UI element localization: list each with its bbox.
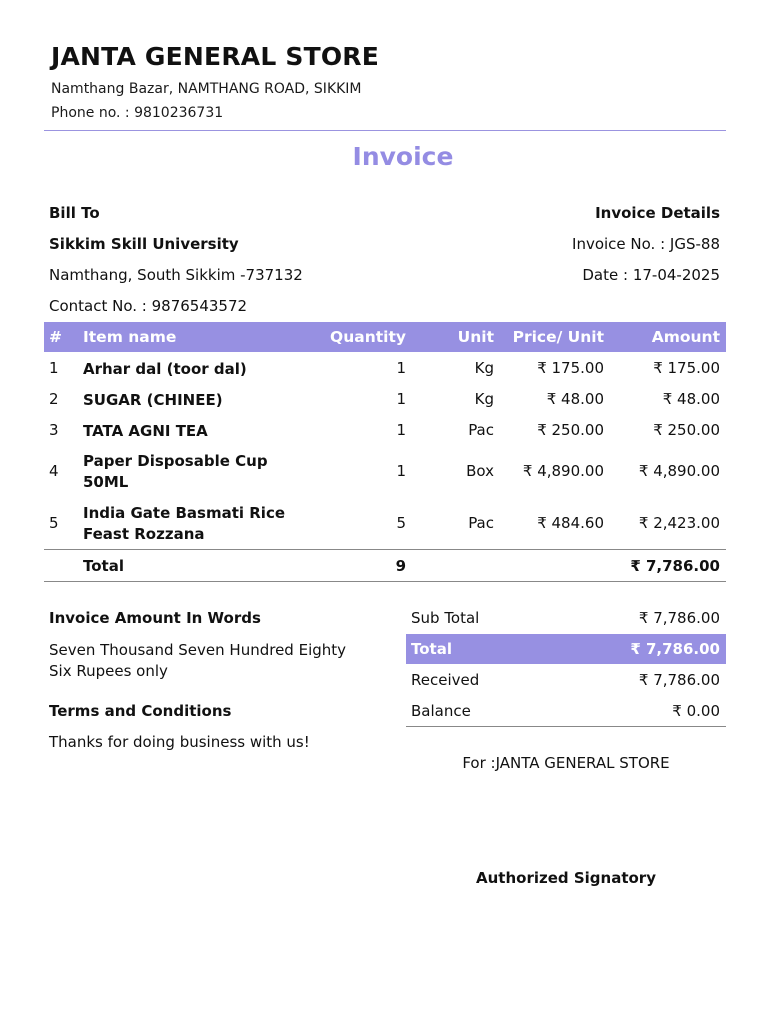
bill-to-name: Sikkim Skill University — [49, 235, 239, 253]
row-item-name: TATA AGNI TEA — [83, 422, 208, 440]
invoice-number: Invoice No. : JGS-88 — [572, 235, 720, 253]
balance-value: ₹ 0.00 — [672, 702, 720, 720]
row-item-name: Paper Disposable Cup 50ML — [83, 452, 268, 491]
row-quantity: 1 — [396, 359, 406, 377]
row-item-name: SUGAR (CHINEE) — [83, 391, 223, 409]
sub-total-row — [406, 603, 726, 633]
bill-to-label: Bill To — [49, 204, 100, 222]
total-label: Total — [83, 557, 124, 575]
for-store-text: For :JANTA GENERAL STORE — [462, 754, 670, 772]
row-unit: Kg — [474, 359, 494, 377]
row-amount: ₹ 4,890.00 — [638, 462, 720, 480]
header-item-name: Item name — [83, 328, 177, 346]
received-label: Received — [411, 671, 480, 689]
row-amount: ₹ 48.00 — [662, 390, 720, 408]
store-phone: Phone no. : 9810236731 — [51, 105, 224, 121]
summary-divider — [406, 726, 726, 727]
sub-total-value: ₹ 7,786.00 — [638, 609, 720, 627]
row-item-name: Arhar dal (toor dal) — [83, 360, 247, 378]
row-number: 5 — [49, 514, 59, 532]
invoice-details-label: Invoice Details — [595, 204, 720, 222]
row-unit: Box — [466, 462, 494, 480]
total-quantity: 9 — [395, 557, 406, 575]
row-item-name: India Gate Basmati Rice Feast Rozzana — [83, 504, 286, 543]
table-row — [44, 503, 726, 547]
store-address: Namthang Bazar, NAMTHANG ROAD, SIKKIM — [51, 81, 362, 97]
header-number: # — [49, 328, 62, 346]
received-value: ₹ 7,786.00 — [638, 671, 720, 689]
header-amount: Amount — [651, 328, 720, 346]
header-divider — [44, 130, 726, 131]
table-row — [44, 390, 726, 412]
bill-to-address: Namthang, South Sikkim -737132 — [49, 266, 303, 284]
total-amount: ₹ 7,786.00 — [630, 557, 720, 575]
amount-in-words-label: Invoice Amount In Words — [49, 609, 261, 627]
authorized-signatory: Authorized Signatory — [476, 869, 656, 887]
items-table-header — [44, 322, 726, 352]
row-price: ₹ 48.00 — [546, 390, 604, 408]
header-price-unit: Price/ Unit — [512, 328, 604, 346]
received-row — [406, 665, 726, 695]
grand-total-label: Total — [411, 640, 452, 658]
row-unit: Pac — [468, 514, 494, 532]
balance-row — [406, 696, 726, 726]
row-quantity: 5 — [396, 514, 406, 532]
row-number: 1 — [49, 359, 59, 377]
row-unit: Kg — [474, 390, 494, 408]
row-amount: ₹ 2,423.00 — [638, 514, 720, 532]
store-name: JANTA GENERAL STORE — [51, 42, 380, 71]
terms-text: Thanks for doing business with us! — [49, 733, 310, 751]
row-amount: ₹ 175.00 — [653, 359, 720, 377]
invoice-date: Date : 17-04-2025 — [582, 266, 720, 284]
row-price: ₹ 175.00 — [537, 359, 604, 377]
table-total-row — [44, 557, 726, 579]
grand-total-row — [406, 634, 726, 664]
header-unit: Unit — [457, 328, 494, 346]
row-price: ₹ 4,890.00 — [522, 462, 604, 480]
row-number: 3 — [49, 421, 59, 439]
invoice-title: Invoice — [352, 142, 454, 171]
table-row — [44, 421, 726, 443]
row-price: ₹ 250.00 — [537, 421, 604, 439]
balance-label: Balance — [411, 702, 471, 720]
row-number: 2 — [49, 390, 59, 408]
row-quantity: 1 — [396, 390, 406, 408]
table-row — [44, 451, 726, 495]
row-number: 4 — [49, 462, 59, 480]
sub-total-label: Sub Total — [411, 609, 480, 627]
bill-to-contact: Contact No. : 9876543572 — [49, 297, 248, 315]
grand-total-value: ₹ 7,786.00 — [630, 640, 720, 658]
table-divider-bottom — [44, 581, 726, 582]
table-divider-top — [44, 549, 726, 550]
header-quantity: Quantity — [330, 328, 406, 346]
row-unit: Pac — [468, 421, 494, 439]
amount-in-words-text: Seven Thousand Seven Hundred Eighty Six Rupees only — [49, 641, 347, 680]
row-amount: ₹ 250.00 — [653, 421, 720, 439]
row-price: ₹ 484.60 — [537, 514, 604, 532]
table-row — [44, 359, 726, 381]
row-quantity: 1 — [396, 421, 406, 439]
terms-label: Terms and Conditions — [49, 702, 232, 720]
row-quantity: 1 — [396, 462, 406, 480]
